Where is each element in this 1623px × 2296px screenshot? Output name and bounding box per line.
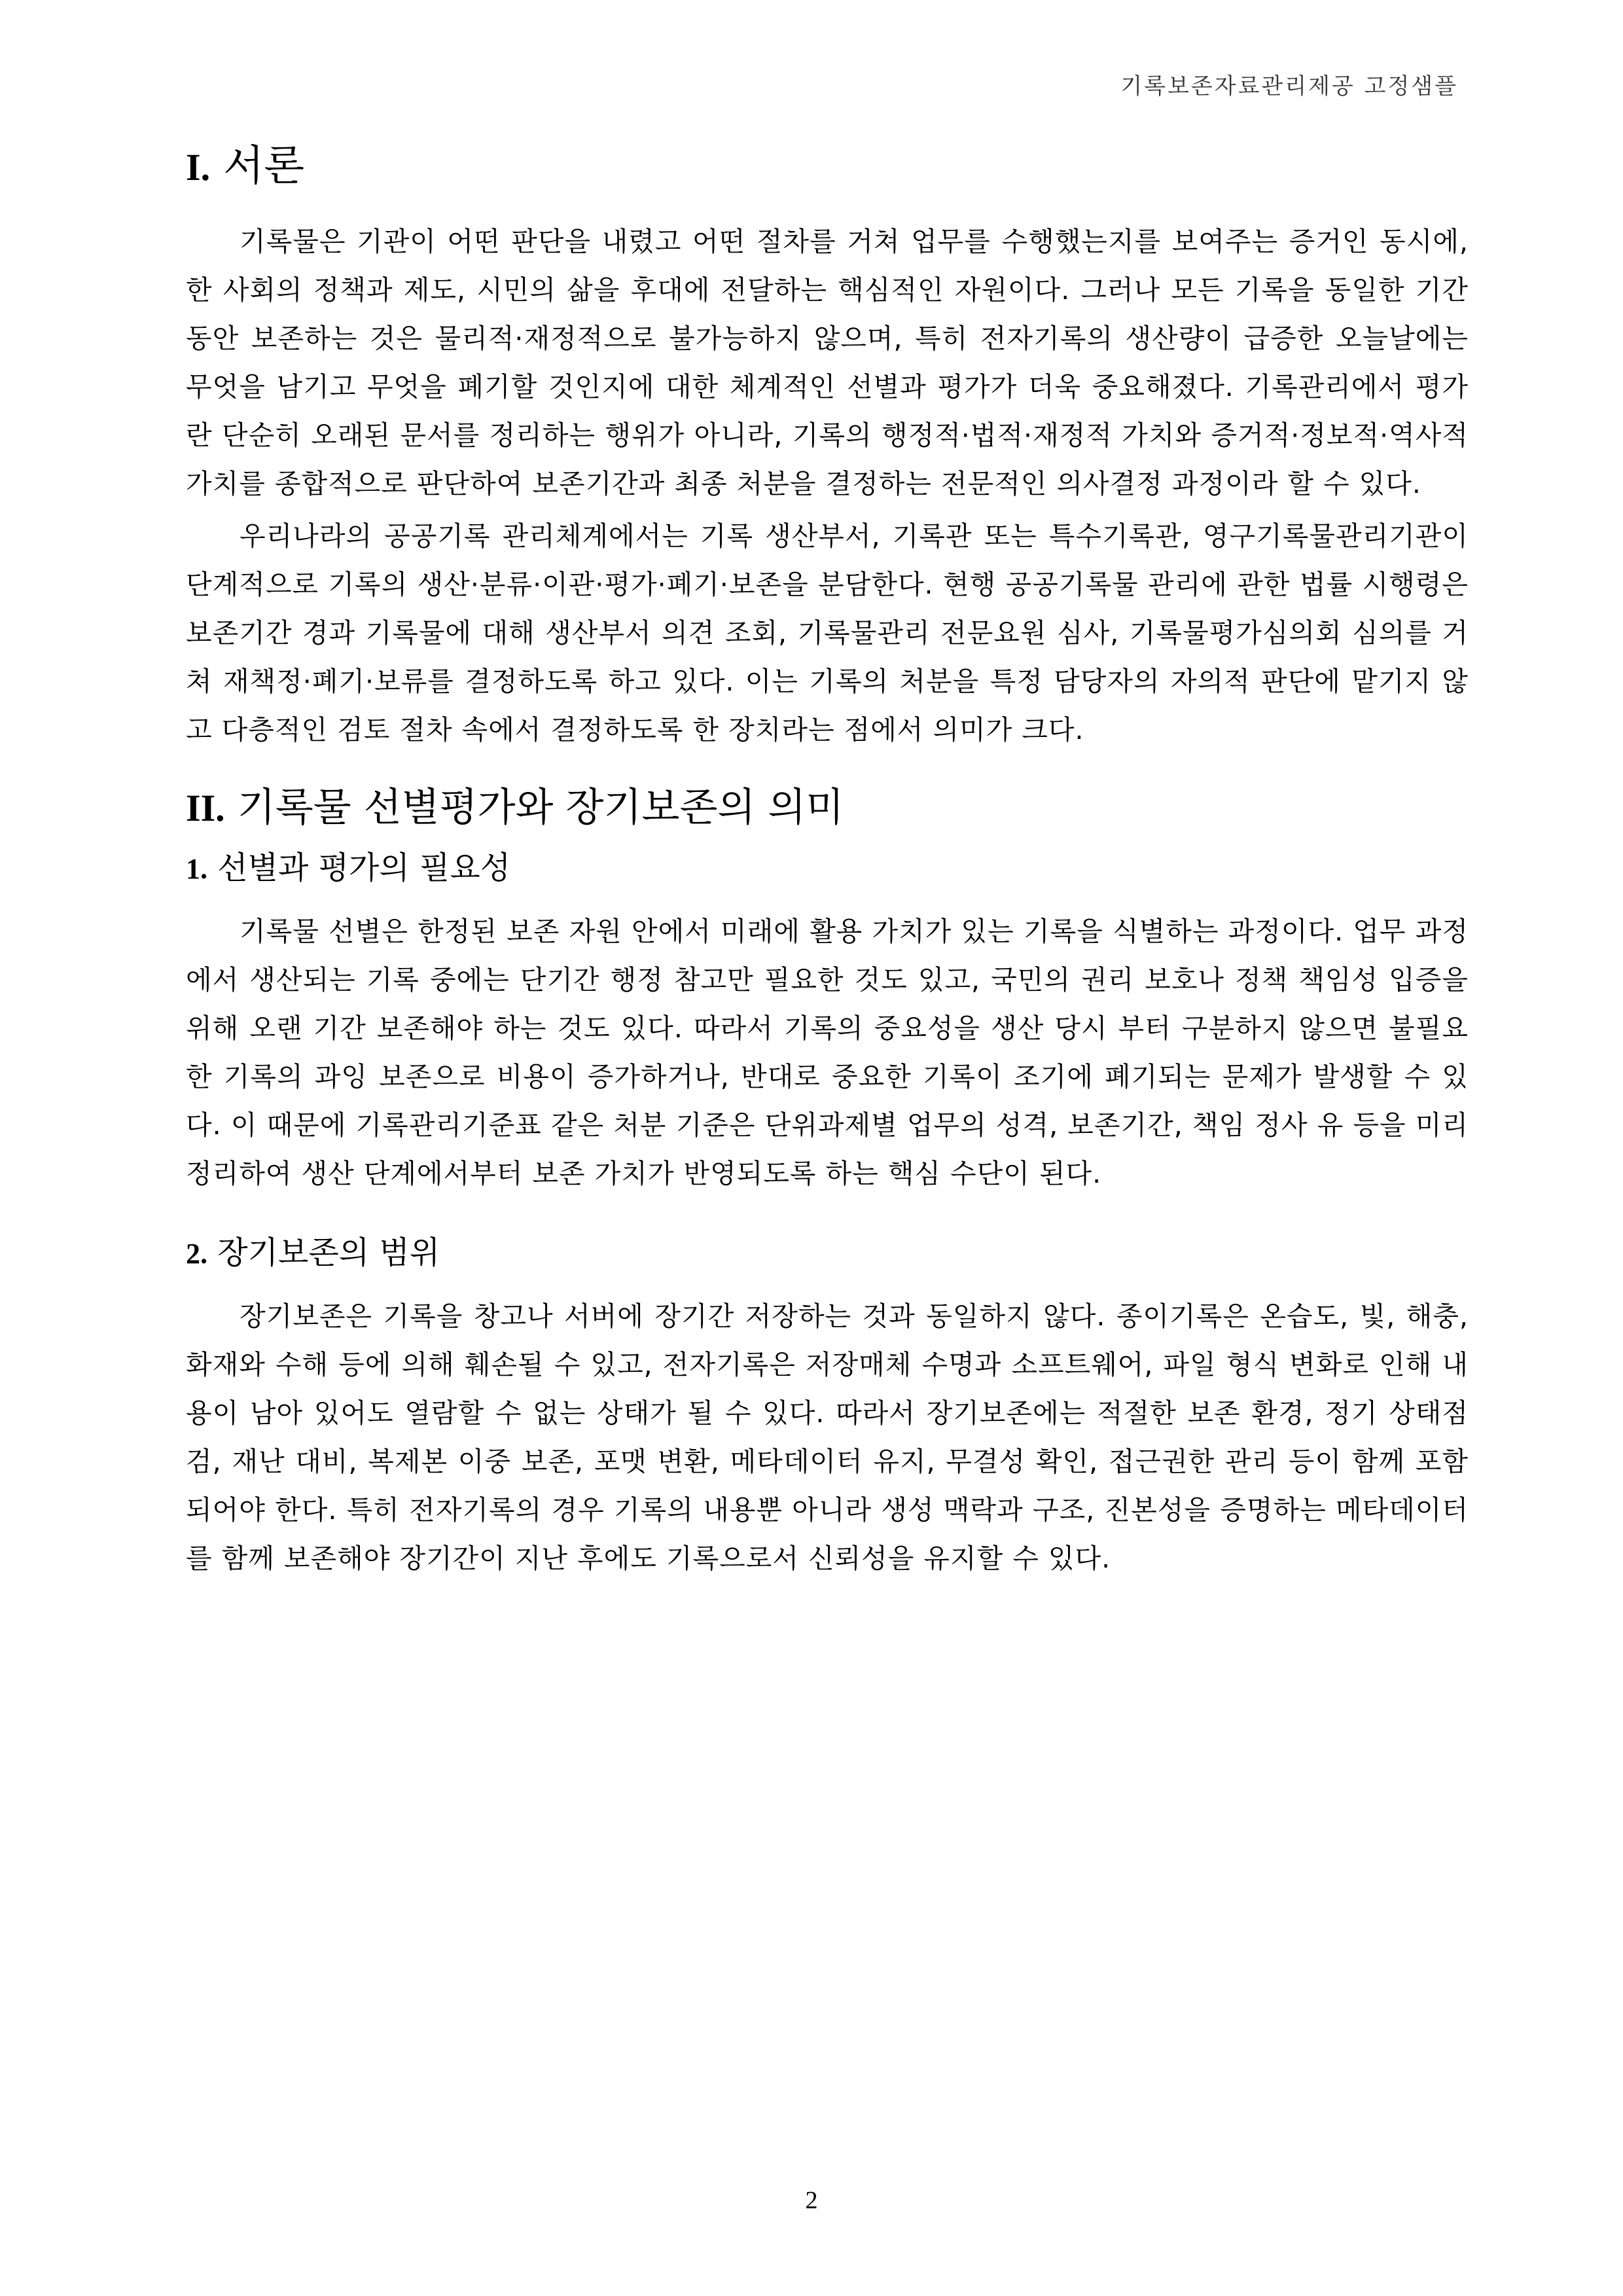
section-1-heading (186, 142, 1469, 190)
section-2-heading (186, 785, 1469, 831)
subsection-2-number: 2. (186, 1238, 207, 1270)
paragraph-intro-2: 우리나라의 공공기록 관리체계에서는 기록 생산부서, 기록관 또는 특수기록관, 영구기록물관리기관이 단계적으로 기록의 생산·분류·이관·평가·폐기·보존을 분담한다. 현행 공공기록물 관리에 관한 법률 시행령은 보존기간 경과 기록물에 대해 생산부서 의견 조회, 기록물관리 전문요원 심사, 기록물평가심의회 심의를 거쳐 재책정·폐기·보류를 결정하도록 하고 있다. 이는 기록의 처분을 특정 담당자의 자의적 판단에 맡기지 않고 다층적인 검토 절차 속에서 결정하도록 한 장치라는 점에서 의미가 크다. (186, 520, 1469, 745)
paragraph-preservation: 장기보존은 기록을 창고나 서버에 장기간 저장하는 것과 동일하지 않다. 종이기록은 온습도, 빛, 해충, 화재와 수해 등에 의해 훼손될 수 있고, 전자기록은 저장매체 수명과 소프트웨어, 파일 형식 변화로 인해 내용이 남아 있어도 열람할 수 없는 상태가 될 수 있다. 따라서 장기보존에는 적절한 보존 환경, 정기 상태점검, 재난 대비, 복제본 이중 보존, 포맷 변환, 메타데이터 유지, 무결성 확인, 접근권한 관리 등이 함께 포함되어야 한다. 특히 전자기록의 경우 기록의 내용뿐 아니라 생성 맥락과 구조, 진본성을 증명하는 메타데이터를 함께 보존해야 장기간이 지난 후에도 기록으로서 신뢰성을 유지할 수 있다. (186, 1300, 1469, 1574)
subsection-2-heading (186, 1234, 1469, 1271)
section-2-number: II. (186, 787, 225, 829)
running-header: 기록보존자료관리제공 고정샘플 (1120, 73, 1458, 99)
subsection-1-title: 선별과 평가의 필요성 (217, 850, 511, 886)
section-1-number: I. (186, 146, 211, 188)
subsection-2-title: 장기보존의 범위 (217, 1234, 440, 1271)
subsection-1-number: 1. (186, 853, 207, 885)
document-body (186, 142, 1469, 1583)
section-1-title: 서론 (223, 142, 305, 190)
section-2-title: 기록물 선별평가와 장기보존의 의미 (237, 785, 844, 831)
subsection-1-heading (186, 852, 1469, 884)
page-number: 2 (805, 2187, 818, 2214)
paragraph-selection: 기록물 선별은 한정된 보존 자원 안에서 미래에 활용 가치가 있는 기록을 식별하는 과정이다. 업무 과정에서 생산되는 기록 중에는 단기간 행정 참고만 필요한 것도 있고, 국민의 권리 보호나 정책 책임성 입증을 위해 오랜 기간 보존해야 하는 것도 있다. 따라서 기록의 중요성을 생산 당시 부터 구분하지 않으면 불필요한 기록의 과잉 보존으로 비용이 증가하거나, 반대로 중요한 기록이 조기에 폐기되는 문제가 발생할 수 있다. 이 때문에 기록관리기준표 같은 처분 기준은 단위과제별 업무의 성격, 보존기간, 책임 정사 유 등을 미리 정리하여 생산 단계에서부터 보존 가치가 반영되도록 하는 핵심 수단이 된다. (186, 916, 1469, 1189)
paragraph-intro-1: 기록물은 기관이 어떤 판단을 내렸고 어떤 절차를 거쳐 업무를 수행했는지를 보여주는 증거인 동시에, 한 사회의 정책과 제도, 시민의 삶을 후대에 전달하는 핵심적인 자원이다. 그러나 모든 기록을 동일한 기간 동안 보존하는 것은 물리적·재정적으로 불가능하지 않으며, 특히 전자기록의 생산량이 급증한 오늘날에는 무엇을 남기고 무엇을 폐기할 것인지에 대한 체계적인 선별과 평가가 더욱 중요해졌다. 기록관리에서 평가란 단순히 오래된 문서를 정리하는 행위가 아니라, 기록의 행정적·법적·재정적 가치와 증거적·정보적·역사적 가치를 종합적으로 판단하여 보존기간과 최종 처분을 결정하는 전문적인 의사결정 과정이라 할 수 있다. (186, 226, 1469, 499)
